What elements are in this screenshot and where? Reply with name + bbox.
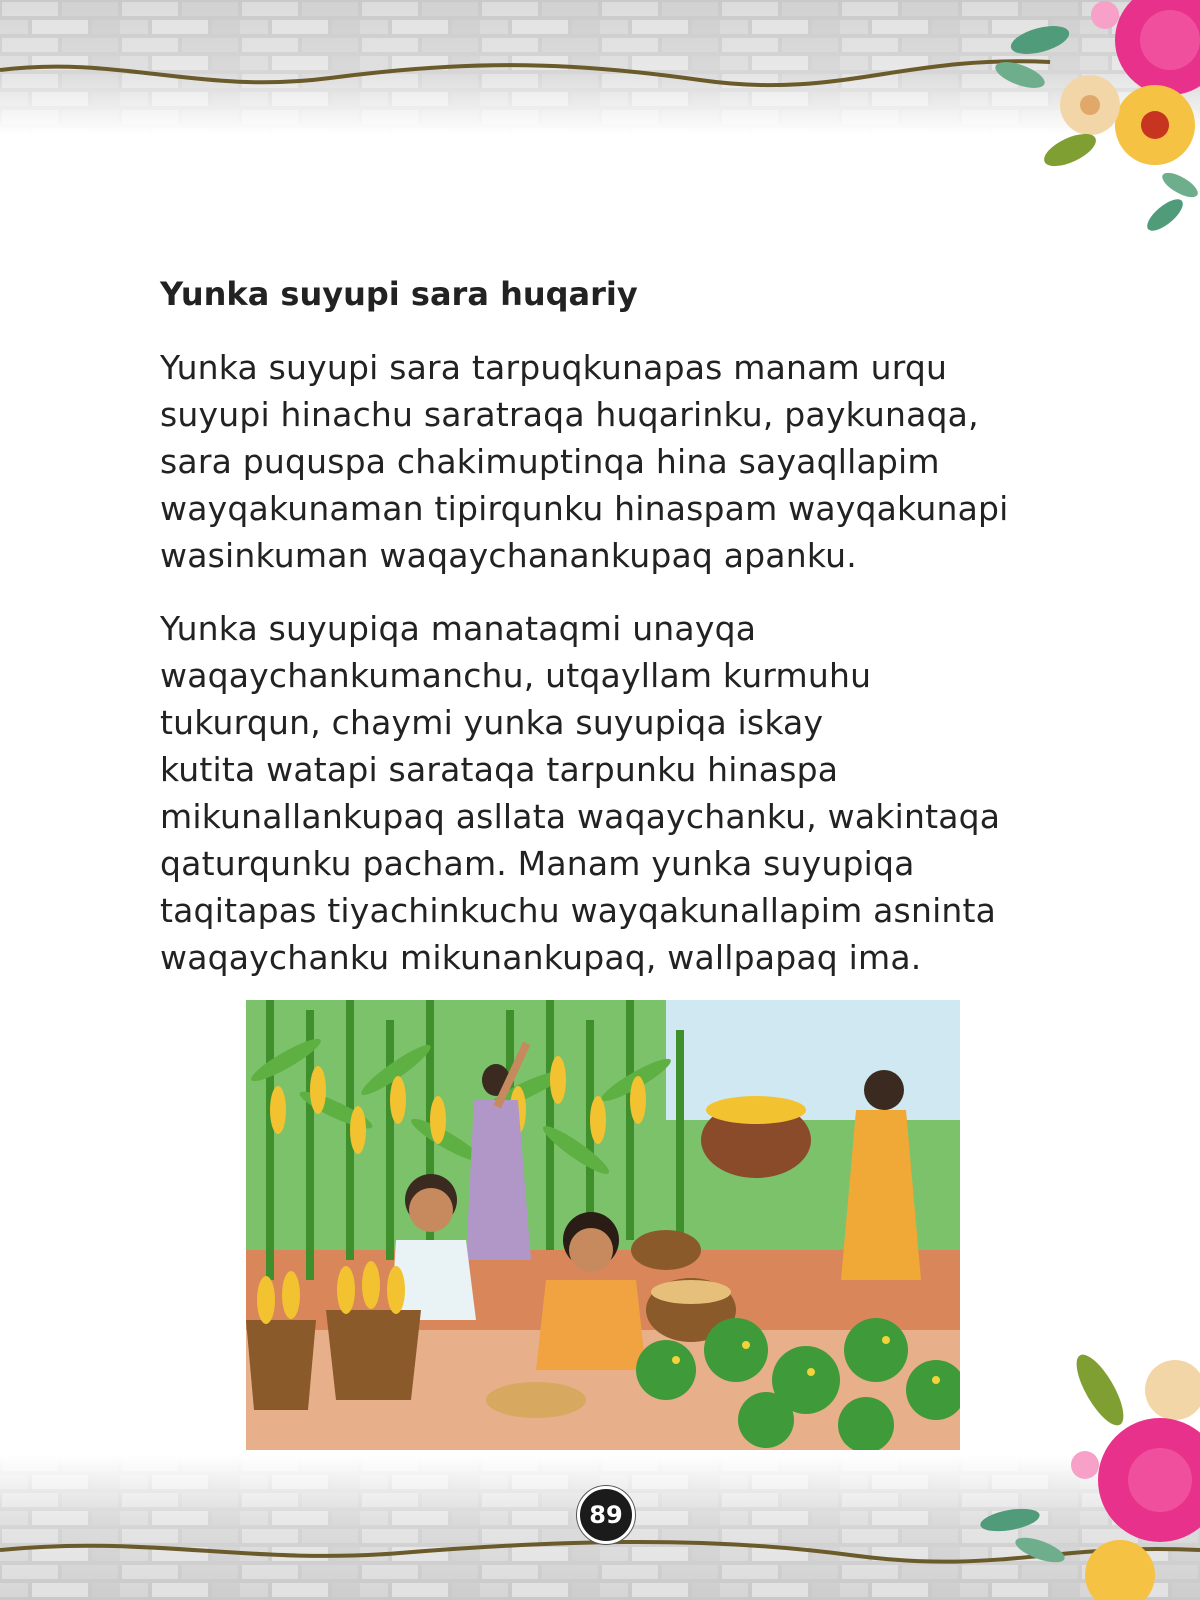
page-number-badge: 89 [577,1486,635,1544]
paragraph-2-line: tukurqun, chaymi yunka suyupiqa iskay [160,703,824,742]
paragraph-1-line: wayqakunaman tipirqunku hinaspam wayqakunapi [160,489,1009,528]
paragraph-2 [160,605,1060,981]
paragraph-1 [160,344,1060,579]
paragraph-1-line: Yunka suyupi sara tarpuqkunapas manam urqu [160,348,948,387]
paragraph-1-line: sara puquspa chakimuptinqa hina sayaqllapim [160,442,940,481]
section-heading: Yunka suyupi sara huqariy [160,275,638,313]
paragraph-1-line: wasinkuman waqaychanankupaq apanku. [160,536,857,575]
flower-bouquet-icon [970,1350,1200,1600]
paragraph-1-line: suyupi hinachu saratraqa huqarinku, paykunaqa, [160,395,979,434]
harvest-illustration [246,1000,960,1450]
paragraph-2-line: mikunallankupaq asllata waqaychanku, wakintaqa [160,797,1001,836]
paragraph-2-line: taqitapas tiyachinkuchu wayqakunallapim asninta [160,891,997,930]
flower-bouquet-icon [980,0,1200,245]
paragraph-2-line: waqaychankumanchu, utqayllam kurmuhu [160,656,872,695]
paragraph-2-line: qaturqunku pacham. Manam yunka suyupiqa [160,844,915,883]
paragraph-2-line: kutita watapi sarataqa tarpunku hinaspa [160,750,839,789]
paragraph-2-line: Yunka suyupiqa manataqmi unayqa [160,609,757,648]
paragraph-2-line: waqaychanku mikunankupaq, wallpapaq ima. [160,938,922,977]
